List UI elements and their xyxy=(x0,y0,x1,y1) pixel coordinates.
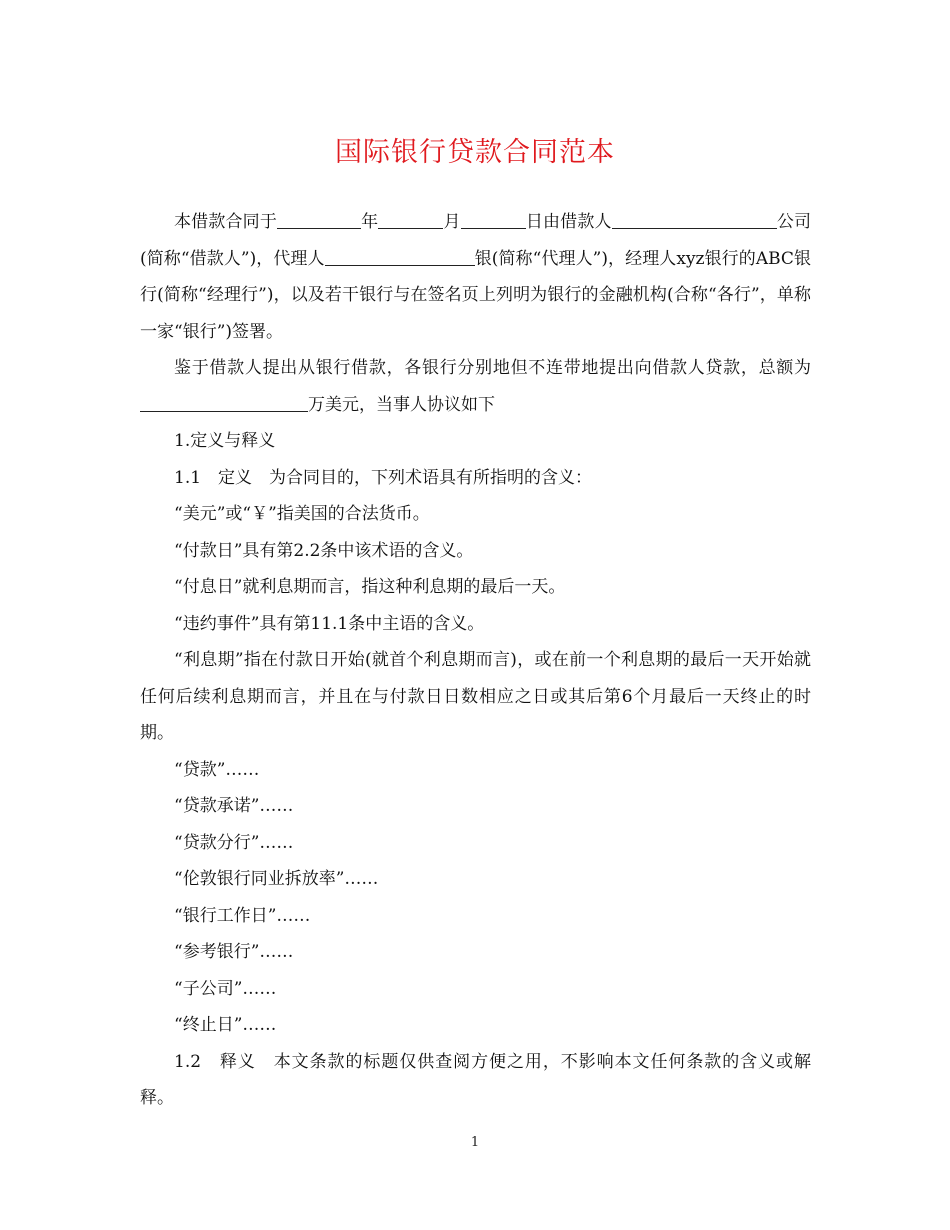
text-segment: 万美元，当事人协议如下 xyxy=(308,394,495,415)
text-segment: 本借款合同于 xyxy=(174,212,277,232)
definition-item: “贷款承诺”…… xyxy=(174,796,294,816)
blank-field-amount xyxy=(140,394,308,412)
blank-field-year xyxy=(378,211,443,229)
definition-item: “美元”或“￥”指美国的合法货币。 xyxy=(174,504,430,524)
definition-item: “参考银行”…… xyxy=(174,942,294,962)
text-segment: 银(简称“代理人”)，经理人xyz银行的ABC银行(简称“经理行”)，以及若干银行与在签名页上列明为银行的金融机构(合称“各行”，单称一家“银行”)签署。 xyxy=(140,248,811,342)
definition-item: “违约事件”具有第11.1条中主语的含义。 xyxy=(174,613,485,634)
definition-item: “子公司”…… xyxy=(174,978,277,999)
definition-item: “付款日”具有第2.2条中该术语的含义。 xyxy=(174,540,474,561)
text-segment: 月 xyxy=(443,212,461,232)
blank-field-borrower xyxy=(612,211,777,229)
blank-field-agent xyxy=(325,248,475,266)
document-body xyxy=(140,204,811,1117)
text-segment: 日由借款人 xyxy=(525,212,612,232)
blank-field-month xyxy=(461,211,526,229)
document-title: 国际银行贷款合同范本 xyxy=(335,137,615,168)
definition-item: “利息期”指在付款日开始(就首个利息期而言)，或在前一个利息期的最后一天开始就任何后续利息期而言，并且在与付款日日数相应之日或其后第6个月最后一天终止的时期。 xyxy=(140,650,811,743)
clause-definitions: 1.1 定义 为合同目的，下列术语具有所指明的含义： xyxy=(174,467,593,488)
clause-interpretation: 1.2 释义 本文条款的标题仅供查阅方便之用，不影响本文任何条款的含义或解释。 xyxy=(140,1051,811,1108)
paragraph-recital xyxy=(140,350,811,423)
definition-item: “付息日”就利息期而言，指这种利息期的最后一天。 xyxy=(174,577,566,597)
text-segment: 年 xyxy=(361,212,379,232)
section-heading: 1.定义与释义 xyxy=(174,431,276,451)
definition-item: “贷款”…… xyxy=(174,759,260,780)
page-number: 1 xyxy=(470,1135,480,1150)
definition-item: “伦敦银行同业拆放率”…… xyxy=(174,869,379,889)
definition-item: “银行工作日”…… xyxy=(174,905,311,926)
definition-item: “贷款分行”…… xyxy=(174,832,294,853)
text-segment: 鉴于借款人提出从银行借款，各银行分别地但不连带地提出向借款人贷款，总额为 xyxy=(174,358,811,378)
text-segment: 公司(简称“借款人”)，代理人 xyxy=(140,212,812,269)
blank-field-day-prefix xyxy=(277,211,361,229)
paragraph-contract-parties xyxy=(140,204,811,350)
definition-item: “终止日”…… xyxy=(174,1015,277,1035)
